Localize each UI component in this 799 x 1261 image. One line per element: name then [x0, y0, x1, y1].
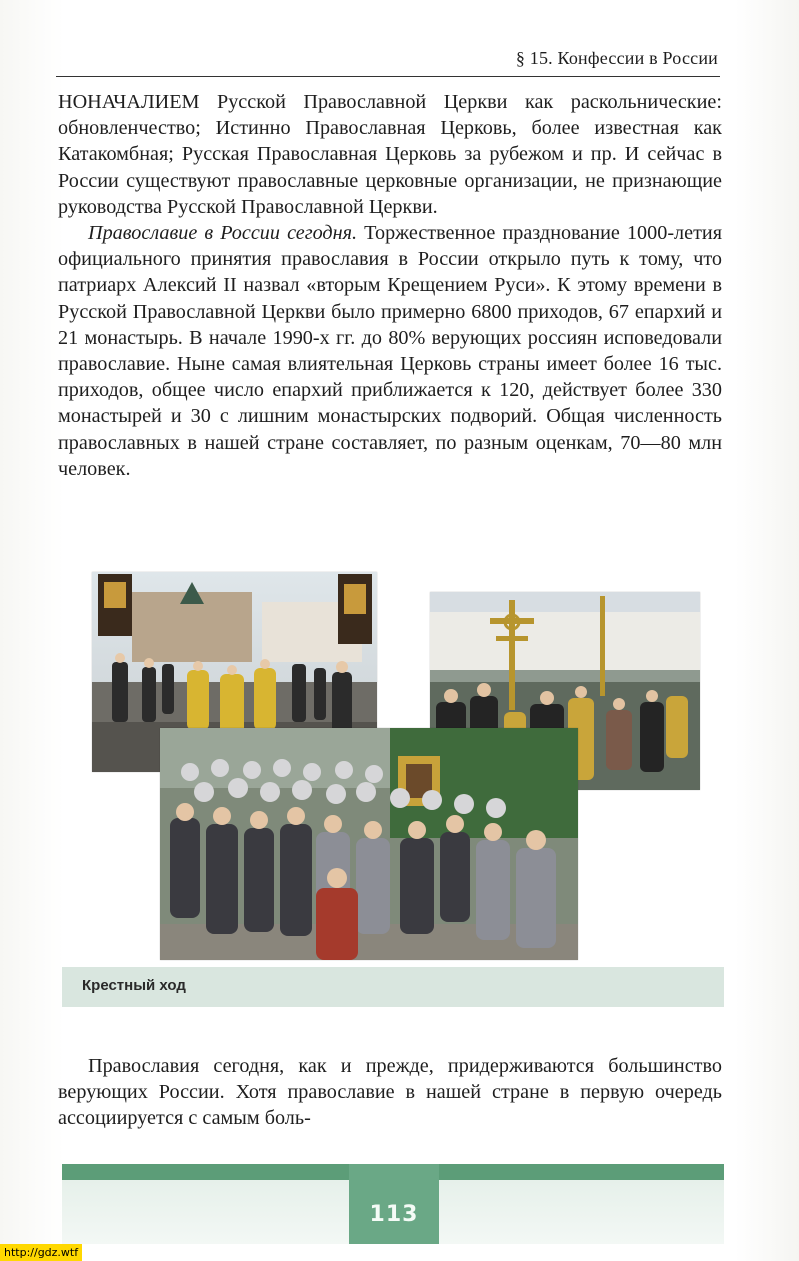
running-header [56, 44, 720, 77]
footer-band [62, 1164, 724, 1244]
photo-crowd-procession [160, 728, 578, 960]
watermark-link[interactable]: http://gdz.wtf [0, 1244, 82, 1261]
paragraph-text: Православия сегодня, как и прежде, придерживаются большинство верующих России. Хотя православие в нашей стране в первую очередь ассоциируется с самым боль- [58, 1055, 722, 1130]
paragraph-continuation [58, 89, 722, 220]
paragraph-heading: Православие в России сегодня. [88, 222, 358, 245]
photo-collage [92, 570, 702, 960]
paragraph-text: НОНАЧАЛИЕМ Русской Православной Церкви как раскольнические: обновленчество; Истинно Православная Церковь, более известная как Катакомбная; Русская Православная Церковь за рубежом и пр. И сейчас в России существуют православные церковные организации, не признающие руководства Русской Православной Церкви. [58, 91, 722, 218]
photo-image [160, 728, 578, 960]
paragraph-orthodoxy-today [58, 220, 722, 482]
text-block-top [58, 89, 722, 482]
paragraph-bottom [58, 1053, 722, 1132]
text-block-bottom [58, 1053, 722, 1132]
page-number: 113 [369, 1202, 419, 1227]
figure-caption: Крестный ход [82, 977, 186, 994]
section-title: § 15. Конфессии в России [515, 48, 718, 68]
figure-caption-bar [62, 967, 724, 1007]
paragraph-text: Торжественное празднование 1000-летия официального принятия православия в России открыло путь к тому, что патриарх Алексий II назвал «вторым Крещением Руси». К этому времени в Русской Православной Церкви было примерно 6800 приходов, 67 епархий и 21 монастырь. В начале 1990-х гг. до 80% верующих россиян исповедовали православие. Ныне самая влиятельная Церковь страны имеет более 16 тыс. приходов, общее число епархий приближается к 120, действует более 330 монастырей и 30 с лишним монастырских подворий. Общая численность православных в нашей стране составляет, по разным оценкам, 70—80 млн человек. [58, 222, 722, 480]
